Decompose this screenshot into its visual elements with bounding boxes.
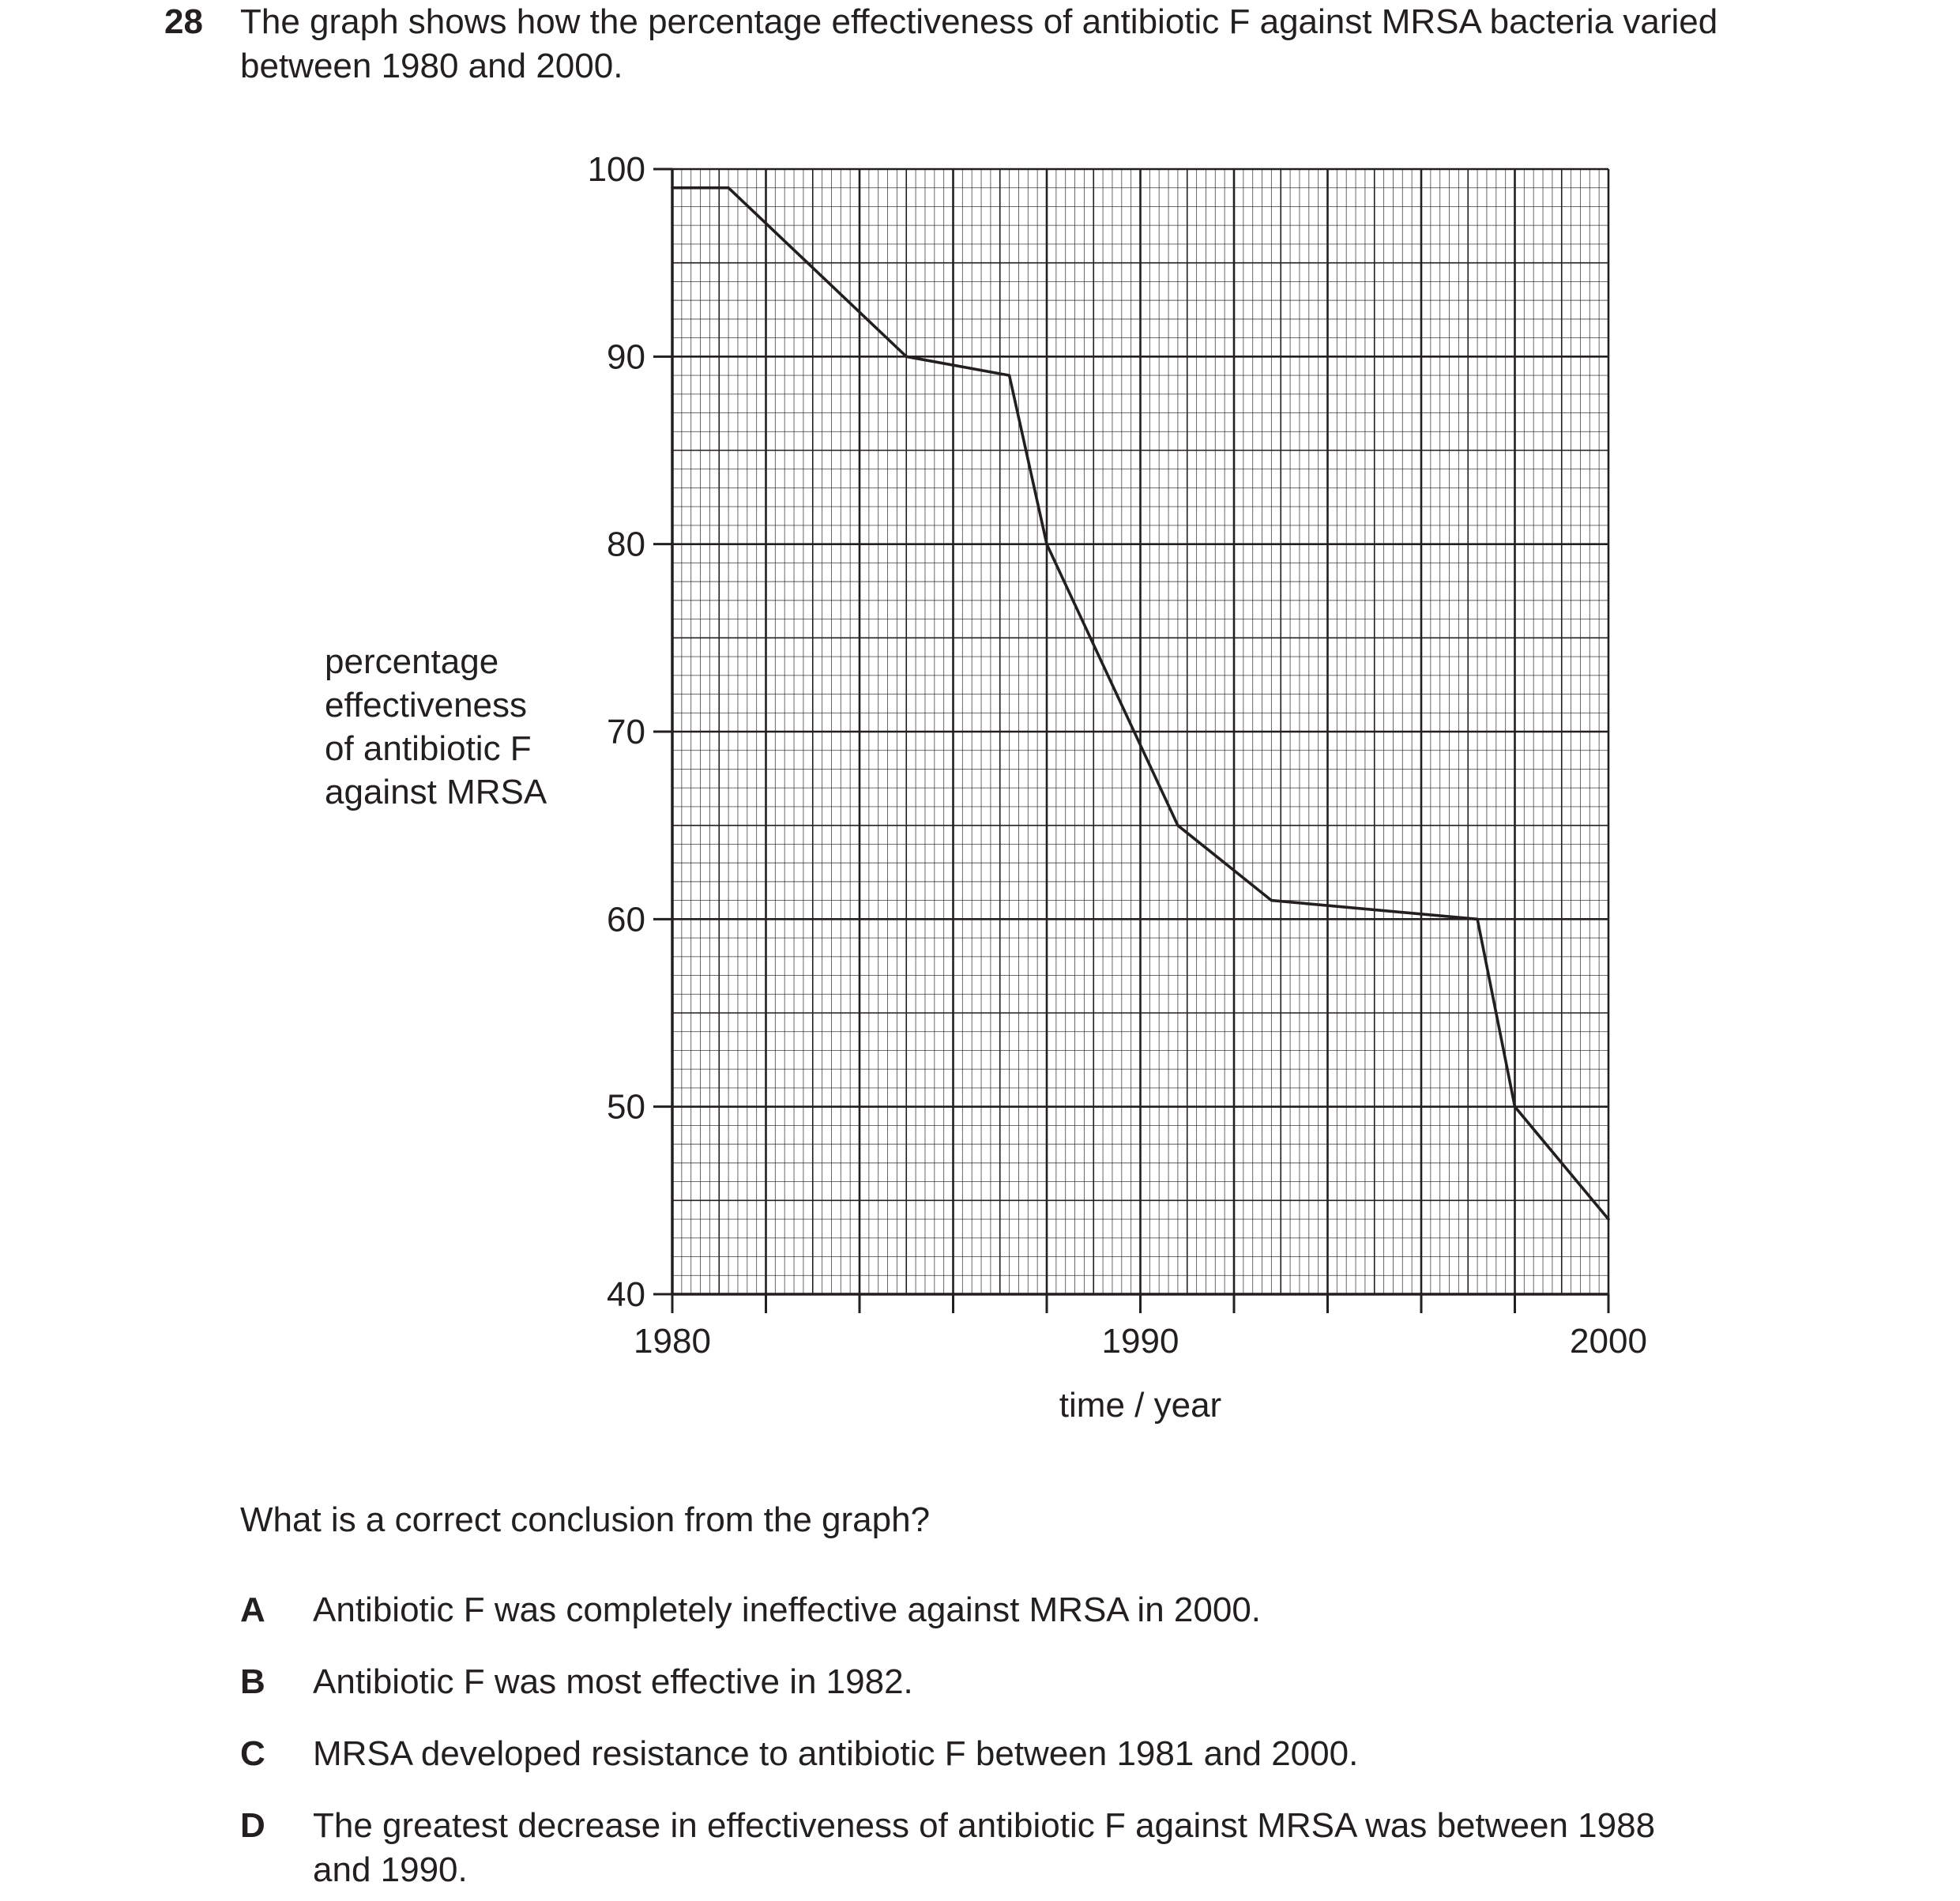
x-tick-label: 1990: [1101, 1322, 1179, 1361]
option-text-line: Antibiotic F was completely ineffective against MRSA in 2000.: [313, 1590, 1262, 1629]
grid-major: [672, 169, 1608, 1294]
x-tick-label: 2000: [1570, 1322, 1647, 1361]
y-axis-label-line: effectiveness: [325, 686, 528, 725]
y-tick-label: 40: [607, 1275, 645, 1314]
option-text: [313, 1804, 1814, 1892]
option-letter: B: [240, 1662, 265, 1701]
y-tick-label: 90: [607, 337, 645, 377]
stem-line-2: between 1980 and 2000.: [240, 47, 623, 85]
stem-line-1: The graph shows how the percentage effectiveness of antibiotic F against MRSA bacteria varied: [240, 2, 1718, 41]
option-text: [313, 1588, 1814, 1632]
y-axis-label-line: percentage: [325, 642, 499, 681]
y-tick-label: 50: [607, 1087, 645, 1127]
y-tick-label: 80: [607, 525, 645, 564]
x-tick-label: 1980: [634, 1322, 711, 1361]
option-text: [313, 1732, 1814, 1776]
y-axis-label-line: against MRSA: [325, 773, 547, 811]
option-text-line: MRSA developed resistance to antibiotic F between 1981 and 2000.: [313, 1734, 1359, 1773]
option-text-line: The greatest decrease in effectiveness of antibiotic F against MRSA was between 1988: [313, 1806, 1656, 1845]
tick-labels: [588, 150, 1647, 1361]
option-text-line: and 1990.: [313, 1850, 468, 1889]
option-letter: D: [240, 1806, 265, 1845]
option-text-line: Antibiotic F was most effective in 1982.: [313, 1662, 913, 1701]
option-letter: C: [240, 1734, 265, 1773]
y-tick-label: 60: [607, 900, 645, 939]
question-number: 28: [164, 2, 203, 41]
question-prompt: What is a correct conclusion from the graph?: [240, 1500, 931, 1539]
y-axis-label-line: of antibiotic F: [325, 729, 532, 768]
x-axis-label: time / year: [1059, 1386, 1222, 1425]
y-tick-label: 100: [587, 150, 645, 189]
y-tick-label: 70: [607, 713, 645, 751]
option-letter: A: [240, 1590, 265, 1629]
option-text: [313, 1660, 1814, 1704]
